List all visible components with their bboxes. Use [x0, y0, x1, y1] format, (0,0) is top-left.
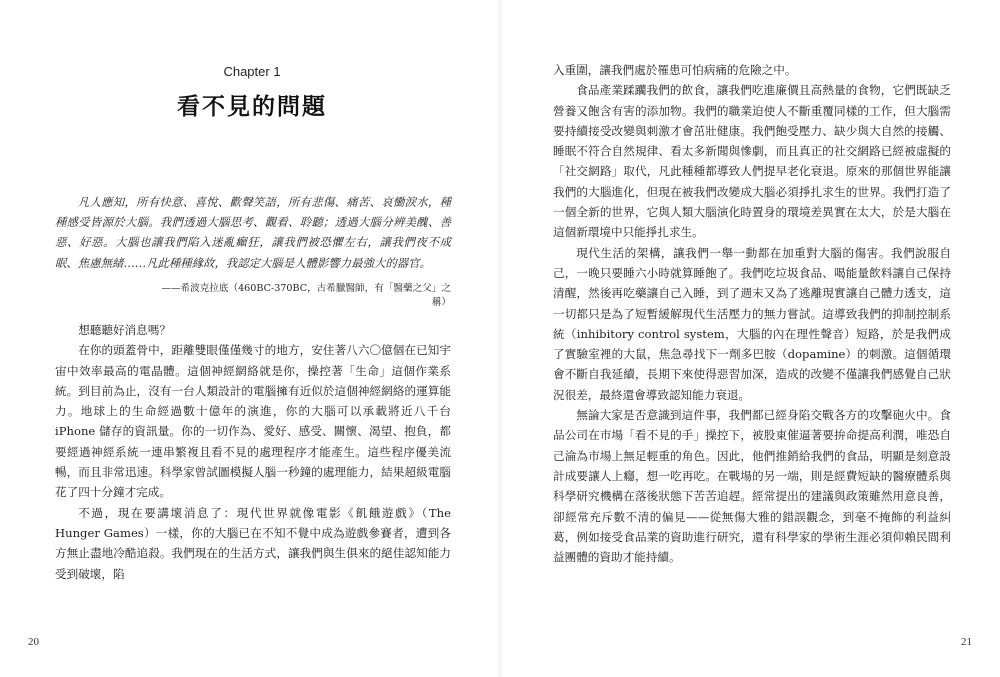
left-body-text	[55, 320, 451, 584]
paragraph: 食品產業蹂躪我們的飲食，讓我們吃進廉價且高熱量的食物，它們既缺乏營養又飽含有害的添加物。我們的職業迫使人不斷重覆同樣的工作，但大腦需要持續接受改變與刺激才會茁壯健康。我們飽受壓力、缺少與大自然的接觸、睡眠不符合自然規律、看太多新聞與慘劇，而且真正的社交網路已經被虛擬的「社交網路」取代，凡此種種都導致人們提早老化衰退。原來的那個世界能讓我們的大腦進化，但現在被我們改變成大腦必須掙扎求生的世界。我們打造了一個全新的世界，它與人類大腦演化時置身的環境差異實在太大，於是大腦在這個新環境中只能掙扎求生。	[553, 83, 951, 240]
paragraph: 在你的頭蓋骨中，距離雙眼僅僅幾寸的地方，安住著八六〇億個在已知宇宙中效率最高的電晶體。這個神經網絡就是你，操控著「生命」這個作業系統。到目前為止，沒有一台人類設計的電腦擁有近似於這個神經網絡的運算能力。地球上的生命經過數十億年的演進，你的大腦可以承載將近八千台 iPhone 儲存的資訊量。你的一切作為、愛好、感受、關懷、渴望、抱負，都要經過神經系統一連串繁複且看不見的處理程序才能產生。這些程序優美流暢，而且非常迅速。科學家曾試圖模擬人腦一秒鐘的處理能力，結果超級電腦花了四十分鐘才完成。	[55, 343, 451, 500]
epigraph-text: 凡人應知，所有快意、喜悅、歡聲笑語，所有悲傷、痛苦、哀慟淚水，種種感受皆源於大腦。我們透過大腦思考、觀看、聆聽；透過大腦分辨美醜、善惡、好惡。大腦也讓我們陷入迷亂癲狂，讓我們被恐懼左右，讓我們夜不成眠、焦慮無緒……凡此種種緣故，我認定大腦是人體影響力最強大的器官。	[55, 195, 451, 270]
paragraph: 現代生活的架構，讓我們一舉一動都在加重對大腦的傷害。我們說服自己，一晚只要睡六小時就算睡飽了。我們吃垃圾食品、喝能量飲料讓自己保持清醒，然後再吃藥讓自己入睡，到了週末又為了逃離現實讓自己體力透支，這一切都只是為了短暫緩解現代生活壓力的無力嘗試。這導致我們的抑制控制系統（inhibitory control system，大腦的內在理性聲音）短路，於是我們成了實驗室裡的大鼠，焦急尋找下一劑多巴胺（dopamine）的刺激。這個循環會不斷自我延續，長期下來使得惡習加深，造成的改變不僅讓我們感覺自己狀況很差，最終還會導致認知能力衰退。	[553, 245, 951, 402]
epigraph-citation: ——希波克拉底（460BC-370BC，古希臘醫師，有「醫藥之父」之稱）	[161, 283, 451, 308]
paragraph: 想聽聽好消息嗎？	[78, 323, 171, 337]
page-number-left: 20	[28, 636, 39, 648]
paragraph: 不過，現在要講壞消息了：現代世界就像電影《飢餓遊戲》（The Hunger Games）一樣，你的大腦已在不知不覺中成為遊戲參賽者，遭到各方無止盡地冷酷追殺。我們現在的生活方式，讓我們與生俱來的絕佳認知能力受到破壞，陷	[55, 505, 451, 581]
page-number-right: 21	[961, 636, 972, 648]
paragraph-continued: 入重圍，讓我們處於罹患可怕病痛的危險之中。	[553, 63, 797, 77]
right-body-text	[553, 60, 951, 567]
chapter-label: Chapter 1	[223, 64, 281, 79]
chapter-title: 看不見的問題	[177, 93, 327, 120]
paragraph: 無論大家是否意識到這件事，我們都已經身陷交戰各方的攻擊砲火中。食品公司在市場「看不見的手」操控下，被股東催逼著要拚命提高利潤，唯恐自己淪為市場上無足輕重的角色。因此，他們推銷給我們的食品，明顯是刻意設計成要讓人上癮，想一吃再吃。在戰場的另一端，則是經費短缺的醫療體系與科學研究機構在落後狀態下苦苦追趕。經常提出的建議與政策雖然用意良善，卻經常充斥數不清的偏見——從無傷大雅的錯誤觀念，到毫不掩飾的利益糾葛，例如接受食品業的資助進行研究，還有科學家的學術生涯必須仰賴民間利益團體的資助才能持續。	[553, 408, 951, 565]
right-page	[500, 0, 1000, 677]
epigraph	[55, 192, 451, 273]
